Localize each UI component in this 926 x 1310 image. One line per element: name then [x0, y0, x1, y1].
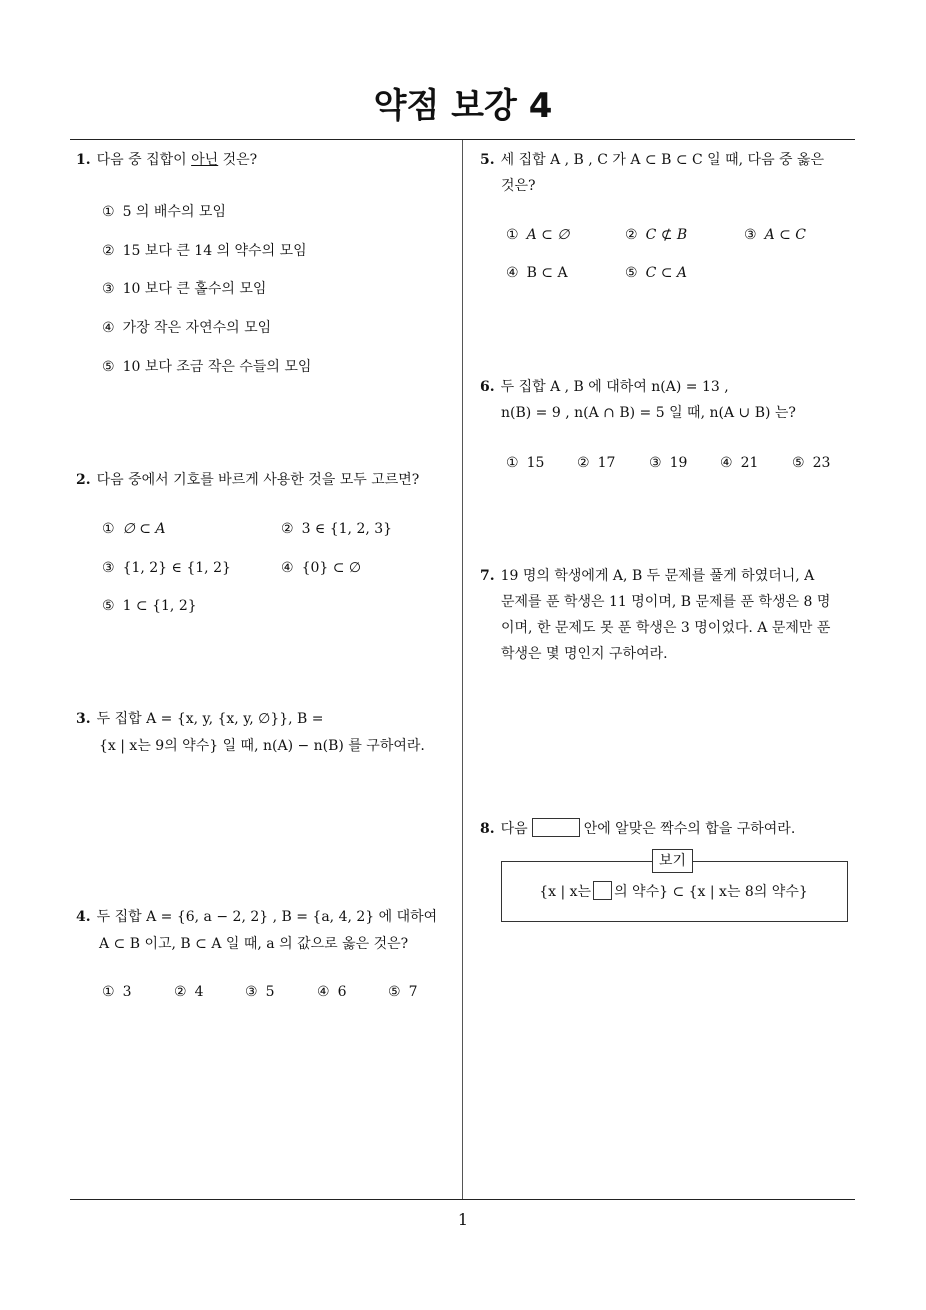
- option[interactable]: ⑤ 10 보다 조금 작은 수들의 모임: [102, 359, 312, 375]
- question-text: 학생은 몇 명인지 구하여라.: [501, 646, 668, 662]
- question-text: 것은?: [501, 178, 536, 194]
- option[interactable]: ③ 10 보다 큰 홀수의 모임: [102, 281, 267, 297]
- question-text: 두 집합 A = {6, a − 2, 2} , B = {a, 4, 2} 에 대하여: [96, 909, 438, 925]
- option[interactable]: ⑤ 23: [792, 455, 831, 471]
- question-number: 3.: [76, 711, 91, 727]
- option[interactable]: ⑤ 1 ⊂ {1, 2}: [102, 598, 197, 614]
- question-5: [480, 150, 824, 170]
- answer-blank-box: [532, 818, 580, 837]
- question-text: 이며, 한 문제도 못 푼 학생은 3 명이었다. A 문제만 푼: [501, 620, 831, 636]
- question-text: 다음 중에서 기호를 바르게 사용한 것을 모두 고르면?: [96, 472, 420, 488]
- bogi-content: {x | x는 의 약수} ⊂ {x | x는 8의 약수}: [501, 881, 846, 902]
- option[interactable]: ④ B ⊂ A: [506, 265, 568, 281]
- question-number: 5.: [480, 152, 495, 168]
- question-1: [76, 150, 257, 170]
- option[interactable]: ① 3: [102, 984, 132, 1000]
- question-text: A ⊂ B 이고, B ⊂ A 일 때, a 의 값으로 옳은 것은?: [99, 936, 409, 952]
- answer-blank-box: [593, 881, 612, 900]
- option[interactable]: ② 17: [577, 455, 616, 471]
- question-text: 다음: [500, 821, 528, 837]
- question-4: [76, 907, 437, 927]
- option[interactable]: ③ {1, 2} ∈ {1, 2}: [102, 560, 231, 576]
- option[interactable]: ① A ⊂ ∅: [506, 227, 570, 243]
- option[interactable]: ① 15: [506, 455, 545, 471]
- question-text: {x | x는 9의 약수} 일 때, n(A) − n(B) 를 구하여라.: [99, 738, 425, 754]
- question-text: n(B) = 9 , n(A ∩ B) = 5 일 때, n(A ∪ B) 는?: [501, 405, 796, 421]
- option[interactable]: ② C ⊄ B: [625, 227, 688, 243]
- question-text: 두 집합 A = {x, y, {x, y, ∅}}, B =: [96, 711, 324, 727]
- question-text: 안에 알맞은 짝수의 합을 구하여라.: [583, 821, 796, 837]
- option[interactable]: ② 3 ∈ {1, 2, 3}: [281, 521, 393, 537]
- bogi-label: 보기: [652, 849, 693, 873]
- question-7: [480, 566, 814, 586]
- option[interactable]: ② 15 보다 큰 14 의 약수의 모임: [102, 243, 307, 259]
- option[interactable]: ④ 21: [720, 455, 759, 471]
- question-number: 6.: [480, 379, 495, 395]
- question-number: 4.: [76, 909, 91, 925]
- question-text: 19 명의 학생에게 A, B 두 문제를 풀게 하였더니, A: [500, 568, 815, 584]
- option[interactable]: ③ 19: [649, 455, 688, 471]
- question-6: [480, 377, 729, 397]
- option[interactable]: ① 5 의 배수의 모임: [102, 204, 226, 220]
- question-number: 8.: [480, 821, 495, 837]
- question-2: [76, 470, 419, 490]
- option[interactable]: ① ∅ ⊂ A: [102, 521, 166, 537]
- question-3: [76, 709, 324, 729]
- question-text: 문제를 푼 학생은 11 명이며, B 문제를 푼 학생은 8 명: [501, 594, 831, 610]
- page-number: 1: [457, 1210, 469, 1229]
- option[interactable]: ⑤ 7: [388, 984, 418, 1000]
- question-text: 다음 중 집합이: [96, 152, 192, 168]
- question-text: 것은?: [218, 152, 258, 168]
- question-text: 두 집합 A , B 에 대하여 n(A) = 13 ,: [500, 379, 729, 395]
- bottom-rule: [70, 1199, 855, 1200]
- emphasis-underline: 아닌: [191, 152, 219, 168]
- question-number: 2.: [76, 472, 91, 488]
- option[interactable]: ② 4: [174, 984, 204, 1000]
- column-divider: [462, 140, 463, 1200]
- option[interactable]: ④ 6: [317, 984, 347, 1000]
- question-number: 1.: [76, 152, 91, 168]
- page-title: 약점 보강 4: [373, 86, 553, 126]
- question-number: 7.: [480, 568, 495, 584]
- option[interactable]: ④ 가장 작은 자연수의 모임: [102, 320, 272, 336]
- option[interactable]: ⑤ C ⊂ A: [625, 265, 688, 281]
- option[interactable]: ④ {0} ⊂ ∅: [281, 560, 362, 576]
- option[interactable]: ③ A ⊂ C: [744, 227, 807, 243]
- option[interactable]: ③ 5: [245, 984, 275, 1000]
- question-text: 세 집합 A , B , C 가 A ⊂ B ⊂ C 일 때, 다음 중 옳은: [500, 152, 825, 168]
- question-8: [480, 818, 795, 839]
